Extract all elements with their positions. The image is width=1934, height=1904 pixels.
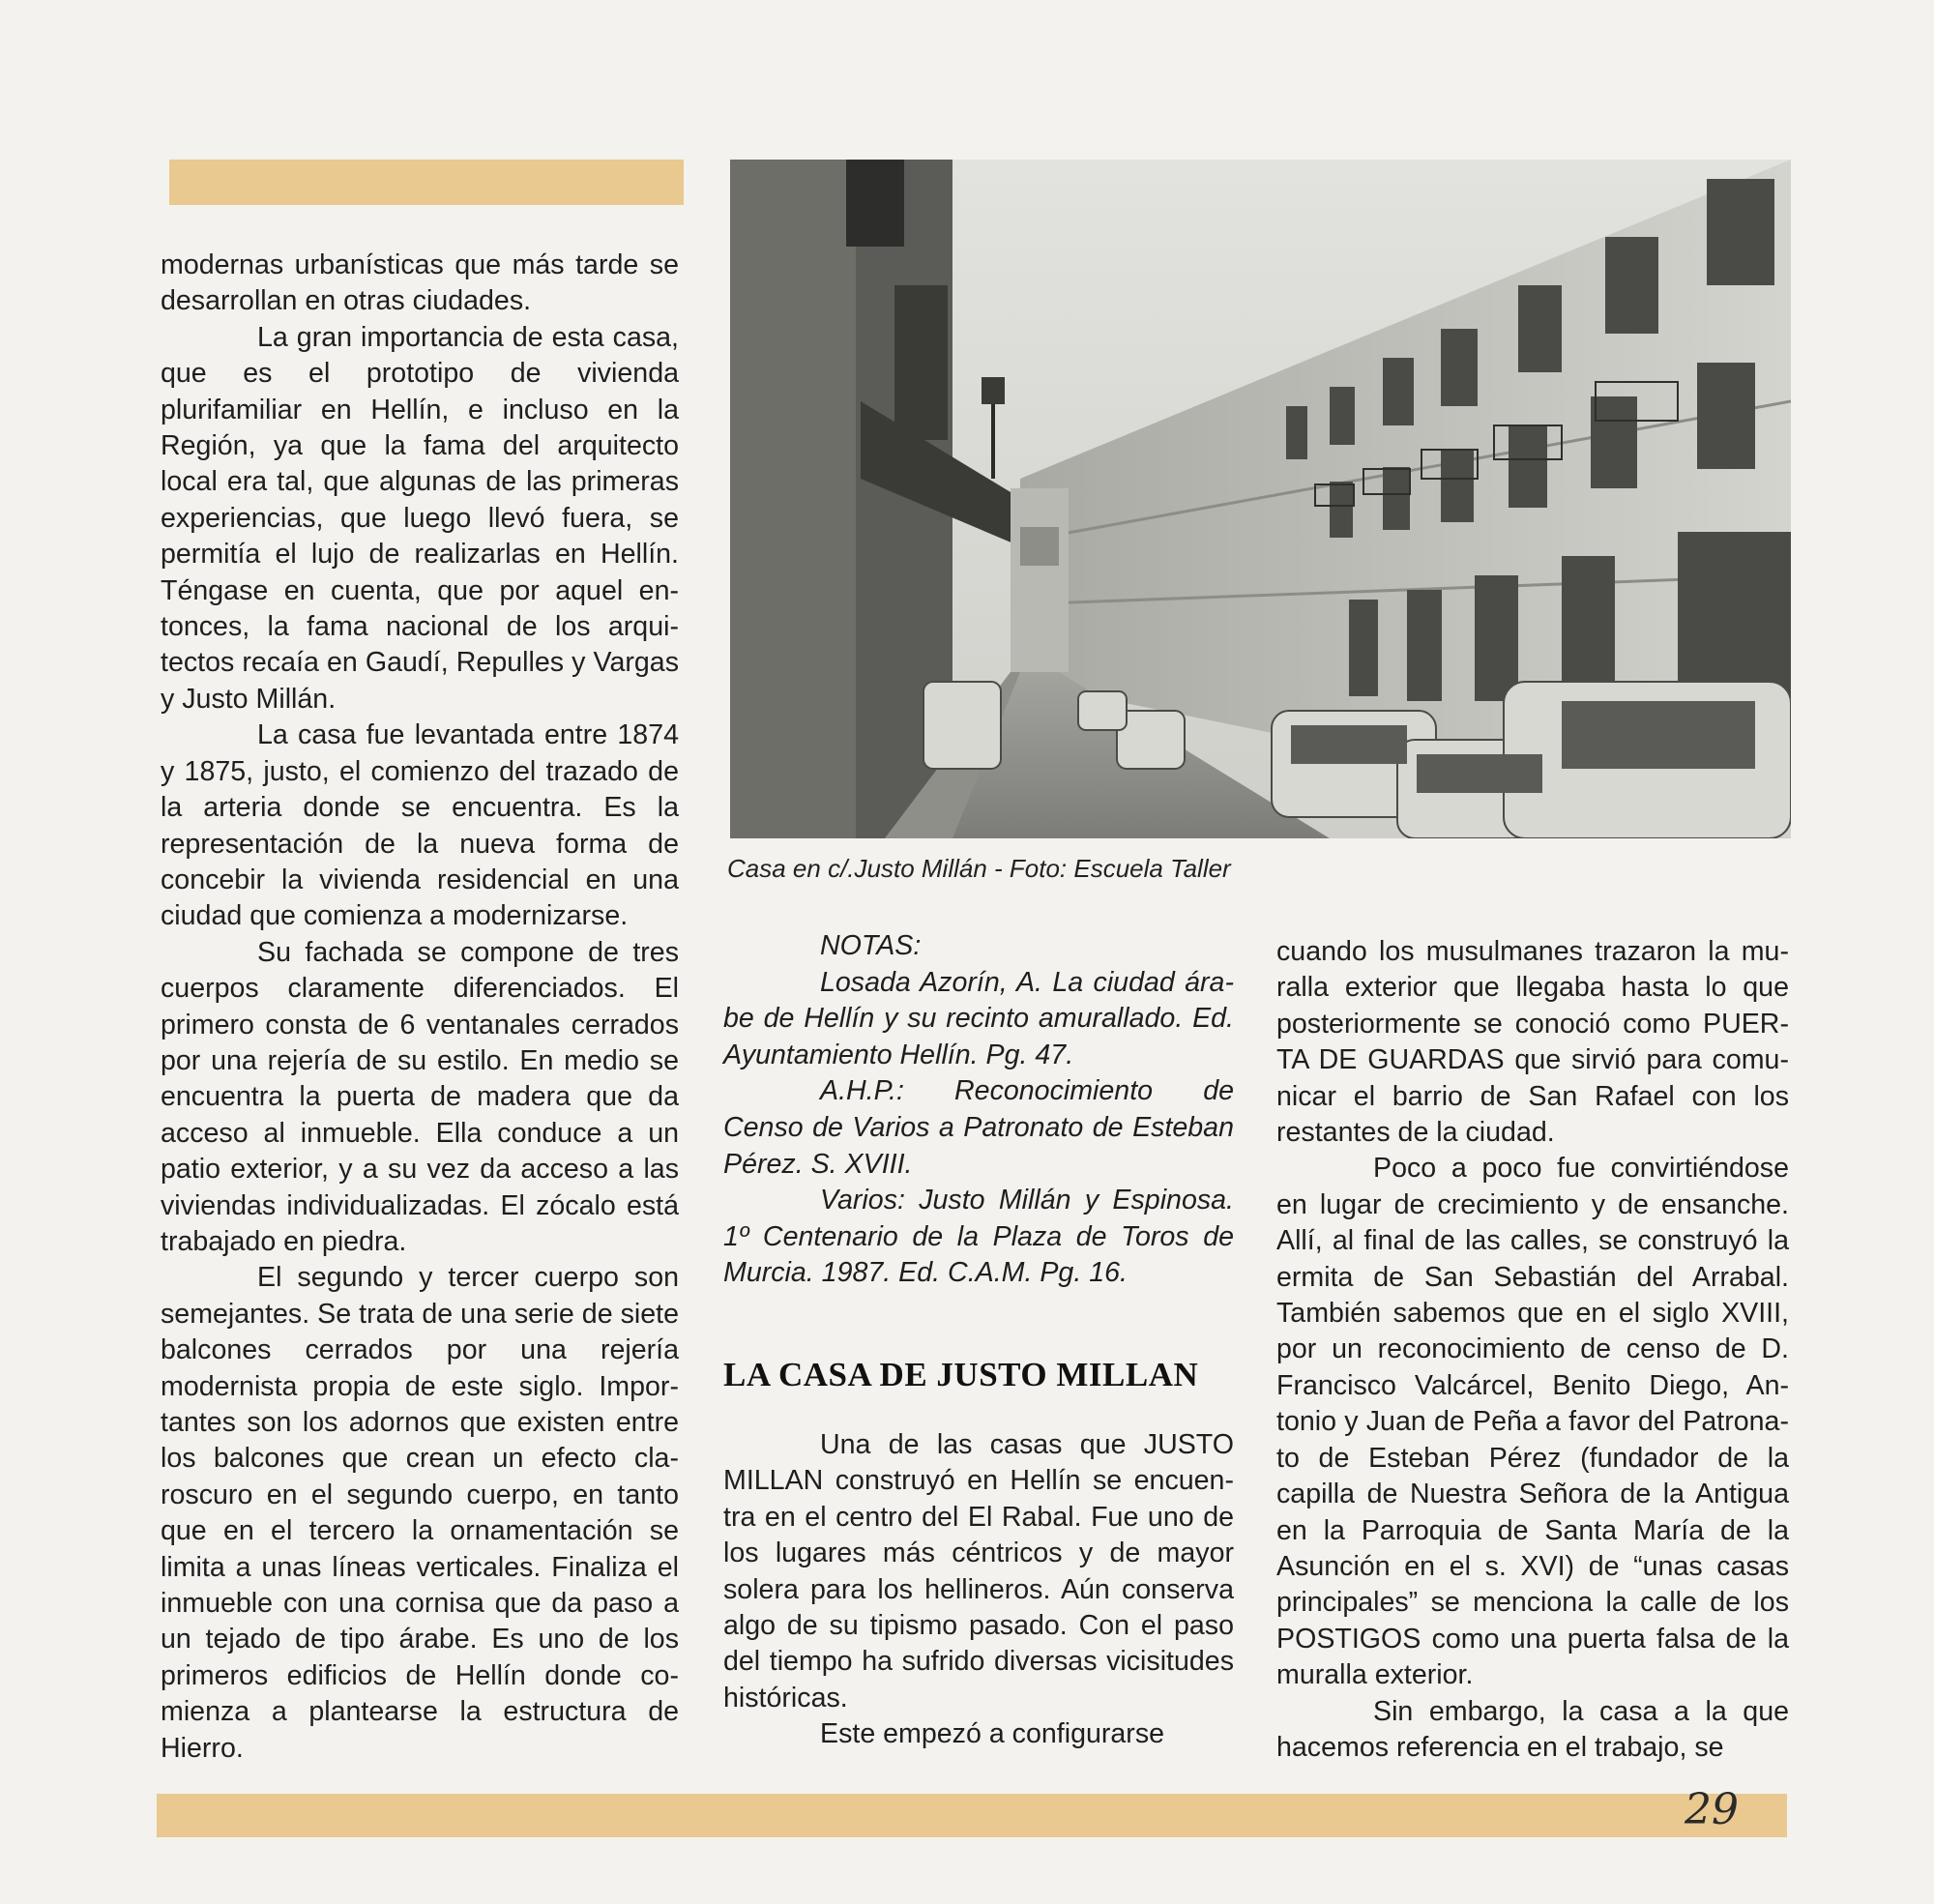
note-item: Losada Azorín, A. La ciudad árabe de Hellín y su recinto amurallado. Ed. Ayuntamiento Hellín. Pg. 47.	[723, 966, 1234, 1070]
right-text-column	[1276, 934, 1789, 1766]
notes-title: NOTAS:	[820, 930, 922, 961]
photo-caption: Casa en c/.Justo Millán - Foto: Escuela Taller	[727, 854, 1231, 883]
middle-text-column	[723, 1427, 1234, 1753]
paragraph: La casa fue levantada entre 1874 y 1875, justo, el comienzo del trazado de la arteria donde se encuentra. Es la representación de la nueva forma de concebir la vivienda residencial en una ciudad que comienza a modernizarse.	[161, 719, 679, 932]
paragraph: Este empezó a configurarse	[820, 1718, 1165, 1750]
header-decorative-bar	[169, 160, 684, 205]
paragraph: cuando los musulmanes trazaron la muralla exterior que llegaba hasta lo que posteriormente se conoció como PUERTA DE GUARDAS que sirvió para comunicar el barrio de San Rafael con los restantes de la ciudad.	[1276, 936, 1789, 1149]
paragraph: Su fachada se compone de tres cuerpos claramente diferenciados. El primero consta de 6 ventanales cerrados por una rejería de su estilo. En medio se encuentra la puerta de madera que da acceso al inmueble. Ella conduce a un patio exterior, y a su vez da acceso a las viviendas individualizadas. El zócalo está trabajado en piedra.	[161, 936, 679, 1257]
street-photo	[730, 160, 1791, 838]
note-item: Varios: Justo Millán y Espinosa. 1º Centenario de la Plaza de Toros de Murcia. 1987. Ed. C.A.M. Pg. 16.	[723, 1185, 1234, 1289]
note-item: A.H.P.: Reconocimiento de Censo de Varios a Patronato de Esteban Pérez. S. XVIII.	[723, 1075, 1234, 1180]
page-number: 29	[1685, 1785, 1739, 1834]
paragraph: modernas urbanísticas que más tarde se desarrollan en otras ciudades.	[161, 249, 679, 317]
left-text-column	[161, 248, 679, 1767]
notes-block	[723, 928, 1234, 1292]
paragraph: El segundo y tercer cuerpo son semejantes. Se trata de una serie de siete balcones cerrados por una rejería modernista propia de este siglo. Importantes son los adornos que existen entre los balcones que crean un efecto claroscuro en el segundo cuerpo, en tanto que en el tercero la ornamentación se limita a unas líneas verticales. Finaliza el inmueble con una cornisa que da paso a un tejado de tipo árabe. Es uno de los primeros edificios de Hellín donde comienza a plantearse la estructura de Hierro.	[161, 1262, 679, 1764]
paragraph: La gran importancia de esta casa, que es el prototipo de vivienda plurifamiliar en Hellín, e incluso en la Región, ya que la fama del arquitecto local era tal, que algunas de las primeras experiencias, que luego llevó fuera, se permitía el lujo de realizarlas en Hellín. Téngase en cuenta, que por aquel entonces, la fama nacional de los arquitectos recaía en Gaudí, Repulles y Vargas y Justo Millán.	[161, 321, 679, 715]
paragraph: Poco a poco fue convirtiéndose en lugar de crecimiento y de ensanche. Allí, al final de las calles, se construyó la ermita de San Sebastián del Arrabal. También sabemos que en el siglo XVIII, por un reconocimiento de censo de D. Francisco Valcárcel, Benito Diego, Antonio y Juan de Peña a favor del Patronato de Esteban Pérez (fundador de la capilla de Nuestra Señora de la Antigua en la Parroquia de Santa María de la Asunción en el s. XVI) de “unas casas principales” se menciona la calle de los POSTIGOS como una puerta falsa de la muralla exterior.	[1276, 1153, 1789, 1691]
paragraph: Una de las casas que JUSTO MILLAN construyó en Hellín se encuentra en el centro del El Rabal. Fue uno de los lugares más céntricos y de mayor solera para los hellineros. Aún conserva algo de su tipismo pasado. Con el paso del tiempo ha sufrido diversas vicisitudes históricas.	[723, 1429, 1234, 1714]
section-heading: LA CASA DE JUSTO MILLAN	[723, 1356, 1199, 1393]
footer-decorative-bar	[157, 1794, 1787, 1837]
paragraph: Sin embargo, la casa a la que hacemos referencia en el trabajo, se	[1276, 1695, 1789, 1763]
street-photo-illustration	[730, 160, 1791, 838]
